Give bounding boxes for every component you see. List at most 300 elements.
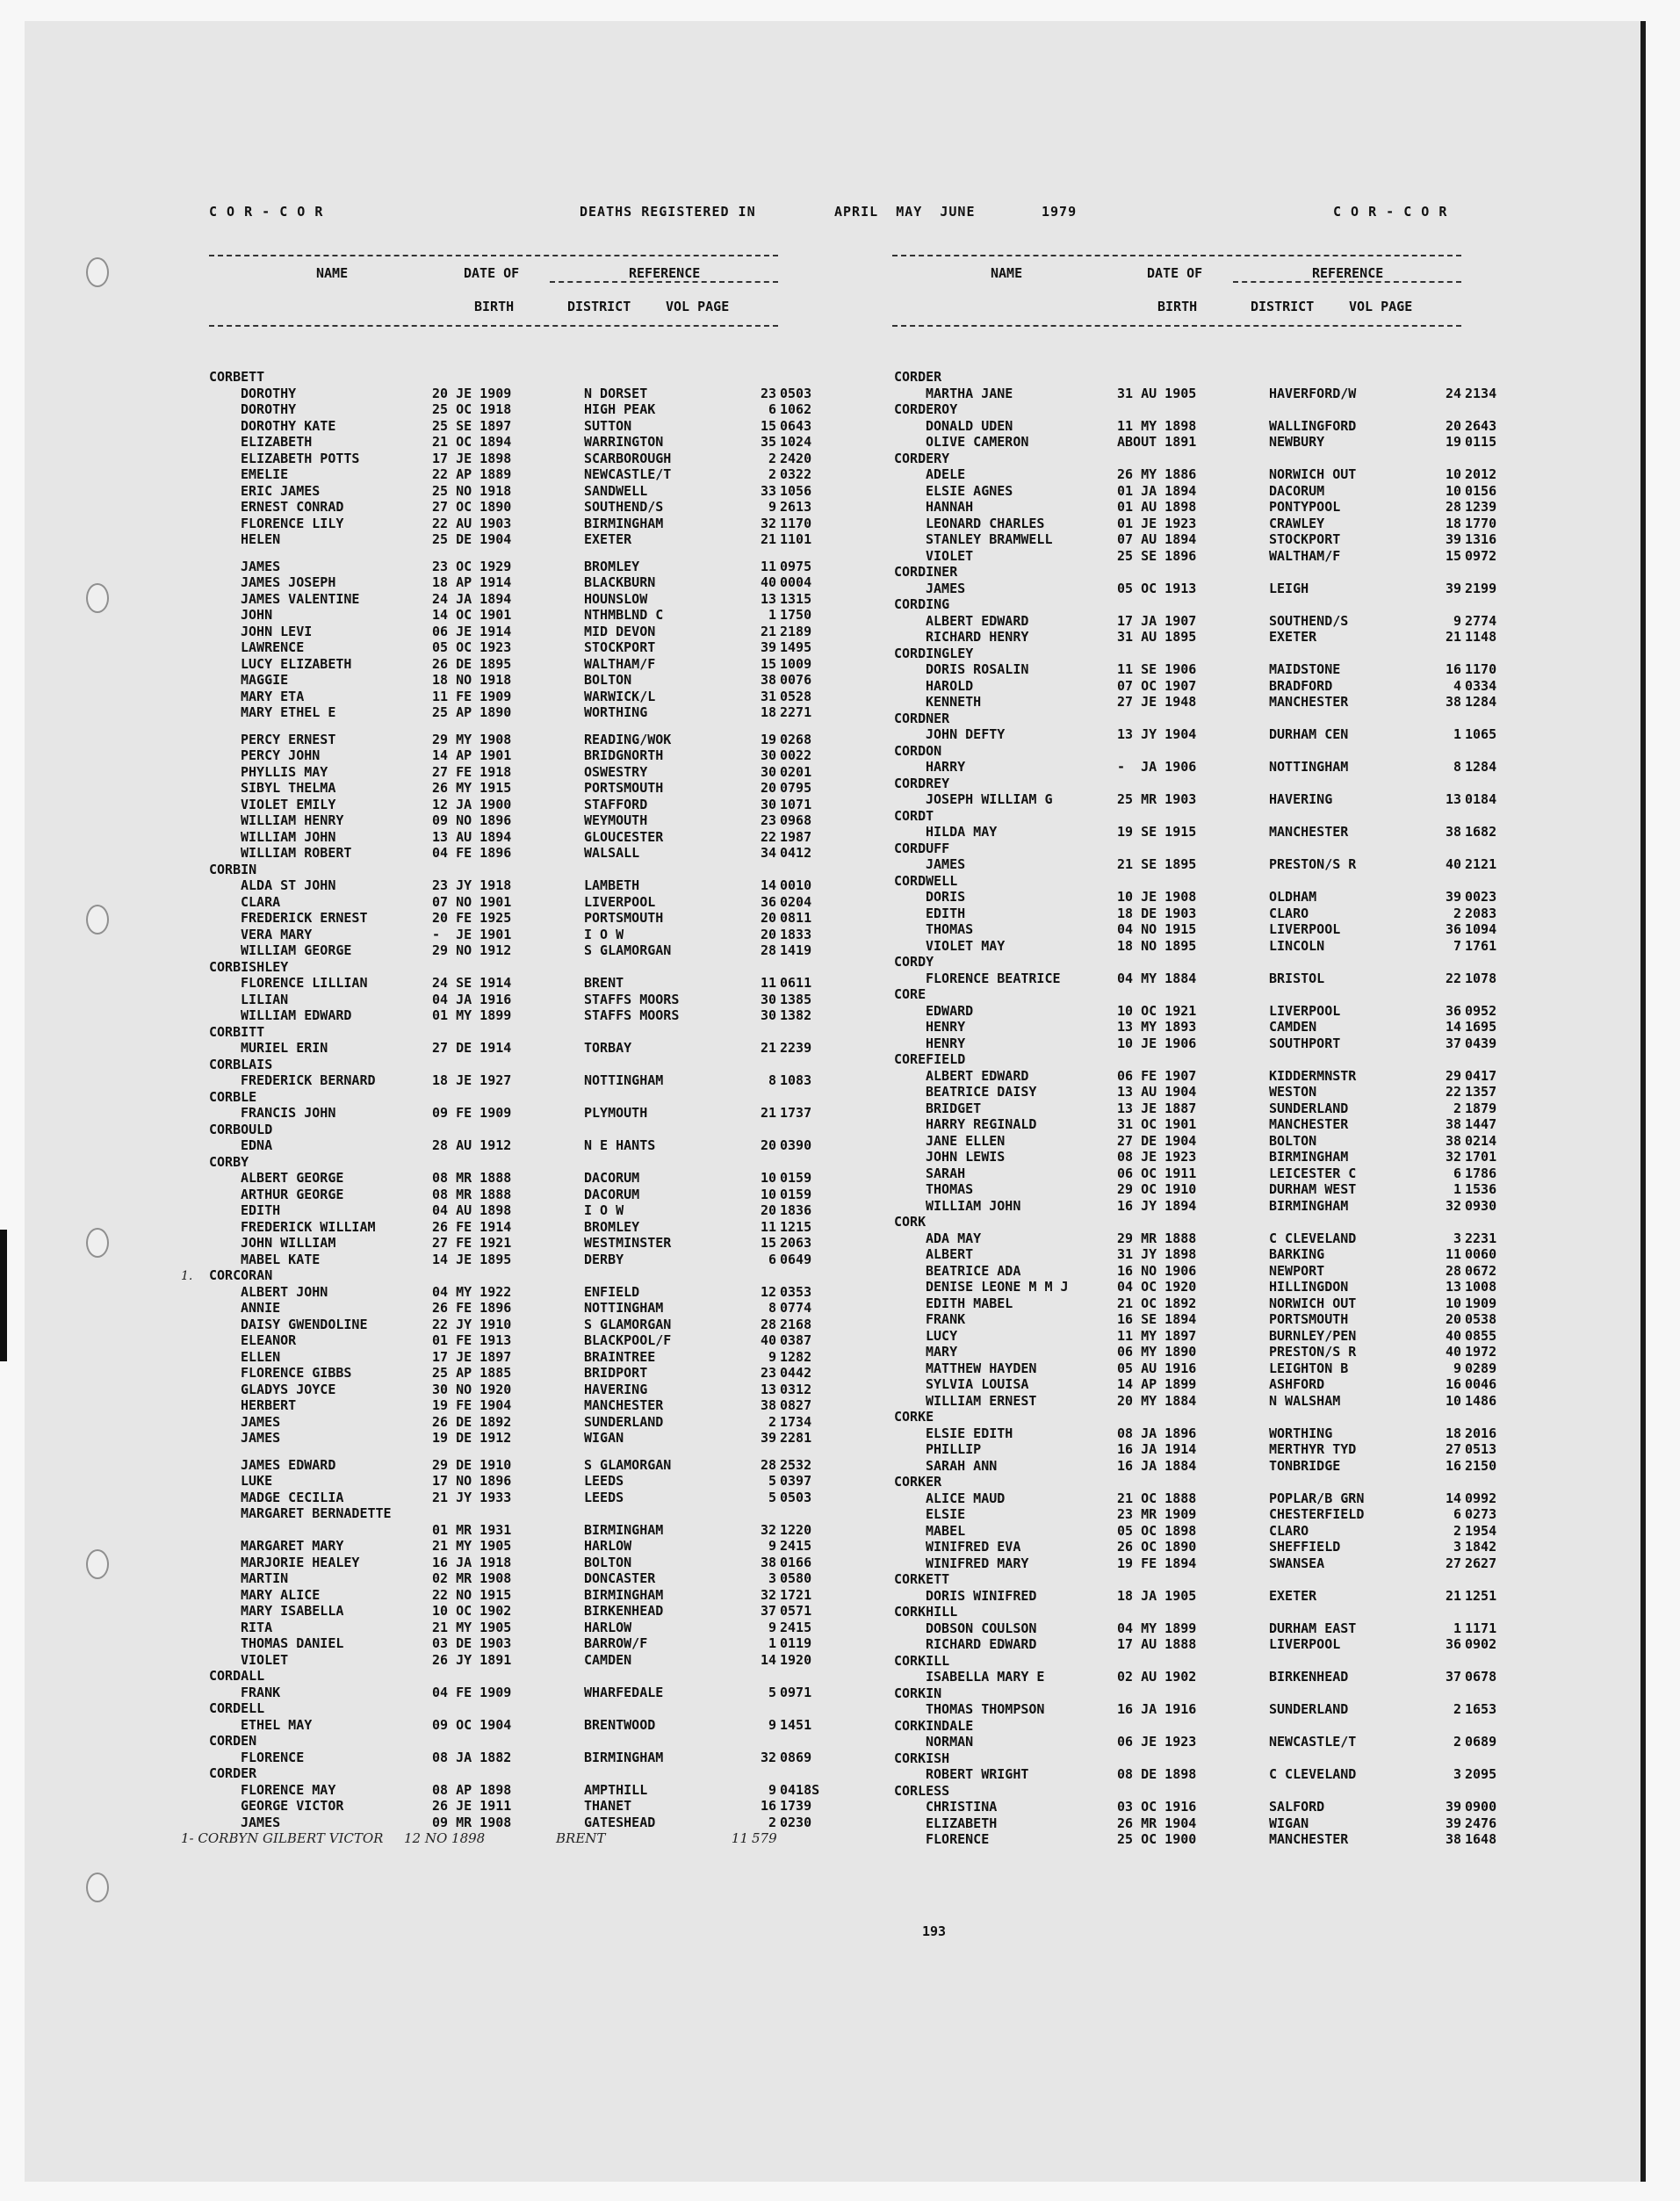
volume-number: 35 xyxy=(760,434,776,450)
date-of-birth: 26 DE 1895 xyxy=(432,655,512,672)
forenames: HAROLD xyxy=(926,677,974,694)
registration-district: MID DEVON xyxy=(584,623,656,639)
entry-row xyxy=(209,483,824,500)
registration-district: C CLEVELAND xyxy=(1269,1230,1357,1246)
forenames: PHYLLIS MAY xyxy=(241,763,328,780)
date-of-birth: 23 MR 1909 xyxy=(1117,1506,1197,1522)
entry-row xyxy=(209,894,824,911)
date-of-birth: 10 OC 1902 xyxy=(432,1603,512,1619)
forenames: LILIAN xyxy=(241,991,289,1007)
registration-district: N DORSET xyxy=(584,385,648,401)
date-of-birth: 09 OC 1904 xyxy=(432,1716,512,1733)
registration-district: DONCASTER xyxy=(584,1570,656,1586)
volume-number: 36 xyxy=(1445,1002,1461,1019)
page-number-ref: 0004 xyxy=(780,574,812,590)
page-number-ref: 0289 xyxy=(1465,1360,1497,1376)
forenames: PERCY ERNEST xyxy=(241,731,336,747)
surname-heading-row xyxy=(894,369,1509,386)
date-of-birth: 04 MY 1922 xyxy=(432,1283,512,1300)
date-of-birth: 08 DE 1898 xyxy=(1117,1766,1197,1782)
volume-number: 39 xyxy=(1445,1799,1461,1815)
index-range-left: C O R - C O R xyxy=(209,204,324,220)
entry-row xyxy=(209,877,824,894)
surname: CORDNER xyxy=(894,710,950,726)
entry-row xyxy=(209,639,824,656)
entry-row xyxy=(894,791,1509,808)
date-of-birth: 12 NO 1898 xyxy=(404,1830,486,1846)
volume-number: 32 xyxy=(1445,1149,1461,1165)
entry-row xyxy=(894,1523,1509,1540)
registration-district: WARRINGTON xyxy=(584,434,664,450)
page-number-ref: 1078 xyxy=(1465,970,1497,986)
registration-district: LEIGHTON B xyxy=(1269,1360,1349,1376)
registration-district: DURHAM WEST xyxy=(1269,1181,1357,1197)
date-of-birth: 21 SE 1895 xyxy=(1117,856,1197,872)
entry-row xyxy=(209,747,824,764)
surname: CORDT xyxy=(894,807,934,824)
registration-district: WALTHAM/F xyxy=(1269,547,1341,564)
forenames: MARY xyxy=(926,1344,958,1360)
page-number-ref: 1648 xyxy=(1465,1831,1497,1847)
forenames: FREDERICK WILLIAM xyxy=(241,1218,376,1235)
registration-district: WIGAN xyxy=(584,1430,624,1446)
forenames: THOMAS xyxy=(926,921,974,937)
entry-row xyxy=(894,629,1509,646)
date-of-birth: 19 FE 1894 xyxy=(1117,1555,1197,1571)
page-number-ref: 0156 xyxy=(1465,482,1497,499)
page-number-ref: 1695 xyxy=(1465,1019,1497,1035)
registration-district: BRAINTREE xyxy=(584,1348,656,1365)
page-number-ref: 2281 xyxy=(780,1430,812,1446)
page-number-ref: 0023 xyxy=(1465,889,1497,905)
registration-district: NEWCASTLE/T xyxy=(1269,1734,1357,1750)
entry-row xyxy=(894,1458,1509,1475)
volume-number: 40 xyxy=(760,574,776,590)
page-number-ref: 1008 xyxy=(1465,1279,1497,1295)
entry-row xyxy=(209,1382,824,1398)
surname-heading-row xyxy=(209,1668,824,1685)
registration-district: SUTTON xyxy=(584,417,632,434)
volume-number: 38 xyxy=(1445,1831,1461,1847)
date-of-birth: 26 MR 1904 xyxy=(1117,1815,1197,1831)
forenames: ELIZABETH xyxy=(241,434,313,450)
entry-row xyxy=(209,1202,824,1219)
page-number-ref: 0397 xyxy=(780,1473,812,1489)
surname-heading-row xyxy=(894,743,1509,760)
entry-row xyxy=(209,1717,824,1734)
entry-row xyxy=(209,910,824,927)
volume-number: 38 xyxy=(760,672,776,688)
date-of-birth: 26 OC 1890 xyxy=(1117,1539,1197,1555)
volume-number: 2 xyxy=(768,450,776,466)
forenames: LUCY xyxy=(926,1327,958,1344)
volume-number: 20 xyxy=(1445,1311,1461,1327)
page-number: 193 xyxy=(922,1923,947,1939)
page-number-ref: 1239 xyxy=(1465,499,1497,515)
forenames: DENISE LEONE M M J xyxy=(926,1279,1069,1295)
surname: CORDINGLEY xyxy=(894,645,974,661)
registration-district: BIRMINGHAM xyxy=(1269,1149,1349,1165)
entry-row xyxy=(894,1360,1509,1377)
registration-district: SANDWELL xyxy=(584,482,648,499)
surname: CORE xyxy=(894,986,927,1002)
surname-heading-row xyxy=(894,401,1509,418)
forenames: DORIS xyxy=(926,889,966,905)
forenames: JOHN DEFTY xyxy=(926,726,1006,742)
date-of-birth: 08 JA 1896 xyxy=(1117,1425,1197,1441)
forenames: ADA MAY xyxy=(926,1230,982,1246)
page-number-ref: 2532 xyxy=(780,1456,812,1473)
registration-district: BROMLEY xyxy=(584,1218,640,1235)
entry-row xyxy=(209,1522,824,1539)
volume-number: 31 xyxy=(760,688,776,704)
forenames: MABEL KATE xyxy=(241,1251,321,1267)
volume-number: 39 xyxy=(1445,531,1461,547)
forenames: FLORENCE MAY xyxy=(241,1781,336,1798)
forenames: WILLIAM GEORGE xyxy=(241,942,352,958)
registration-district: BOLTON xyxy=(584,672,632,688)
forenames: JAMES JOSEPH xyxy=(241,574,336,590)
date-of-birth: 03 DE 1903 xyxy=(432,1635,512,1651)
entry-row xyxy=(894,1555,1509,1572)
registration-district: DACORUM xyxy=(584,1170,640,1186)
entry-row xyxy=(209,401,824,418)
forenames: VIOLET EMILY xyxy=(241,796,336,812)
forenames: LUKE xyxy=(241,1473,273,1489)
registration-district: HOUNSLOW xyxy=(584,590,648,607)
surname-heading-row xyxy=(894,711,1509,727)
registration-district: BIRMINGHAM xyxy=(584,515,664,531)
page-number-ref: 2095 xyxy=(1465,1766,1497,1782)
volume-number: 6 xyxy=(768,1251,776,1267)
date-of-birth: 05 OC 1898 xyxy=(1117,1522,1197,1539)
forenames: MURIEL ERIN xyxy=(241,1040,328,1056)
entry-row xyxy=(209,1332,824,1349)
forenames: VIOLET xyxy=(926,547,974,564)
date-of-birth: 01 AU 1898 xyxy=(1117,499,1197,515)
entry-row xyxy=(894,1376,1509,1393)
volume-number: 11 xyxy=(760,1218,776,1235)
page-number-ref: 1215 xyxy=(780,1218,812,1235)
page-number-ref: 0159 xyxy=(780,1170,812,1186)
entry-row xyxy=(894,1425,1509,1442)
volume-number: 3 xyxy=(1453,1766,1461,1782)
surname: CORBETT xyxy=(209,369,265,385)
registration-district: HILLINGDON xyxy=(1269,1279,1349,1295)
name-heading: NAME xyxy=(991,265,1023,281)
date-of-birth: 21 JY 1933 xyxy=(432,1489,512,1505)
registration-district: PONTYPOOL xyxy=(1269,499,1341,515)
forenames: JOHN WILLIAM xyxy=(241,1235,336,1251)
date-of-birth: 17 AU 1888 xyxy=(1117,1636,1197,1652)
page-number-ref: 1770 xyxy=(1465,515,1497,531)
page-number-ref: 1170 xyxy=(780,515,812,531)
forenames: MARY ISABELLA xyxy=(241,1603,344,1619)
entry-row xyxy=(209,591,824,608)
page-number-ref: 1094 xyxy=(1465,921,1497,937)
page-number-ref: 0503 xyxy=(780,385,812,401)
entry-row xyxy=(209,1284,824,1301)
date-of-birth: 17 JA 1907 xyxy=(1117,612,1197,629)
punch-hole xyxy=(86,1549,109,1579)
entry-row xyxy=(209,451,824,467)
forenames: DONALD UDEN xyxy=(926,417,1013,434)
date-of-heading: DATE OF xyxy=(1147,265,1203,281)
column-header-right xyxy=(892,255,1461,337)
page-number-ref: 1836 xyxy=(780,1202,812,1218)
volume-number: 15 xyxy=(760,655,776,672)
forenames: JANE ELLEN xyxy=(926,1132,1006,1149)
page-number-ref: 1009 xyxy=(780,655,812,672)
registration-district: CLARO xyxy=(1269,905,1309,921)
volume-number: 32 xyxy=(760,515,776,531)
registration-district: READING/WOK xyxy=(584,731,672,747)
date-of-birth: 11 MY 1897 xyxy=(1117,1327,1197,1344)
entry-row xyxy=(894,1019,1509,1036)
entry-row xyxy=(209,845,824,862)
volume-number: 36 xyxy=(1445,921,1461,937)
page-number-ref: 1382 xyxy=(780,1007,812,1023)
date-of-birth: 21 OC 1894 xyxy=(432,434,512,450)
date-of-birth: 04 NO 1915 xyxy=(1117,921,1197,937)
page-number-ref: 0689 xyxy=(1465,1734,1497,1750)
forenames: EDITH MABEL xyxy=(926,1295,1013,1311)
date-of-birth: 31 AU 1905 xyxy=(1117,385,1197,401)
registration-district: HAVERFORD/W xyxy=(1269,385,1357,401)
date-of-birth: 09 MR 1908 xyxy=(432,1814,512,1830)
registration-district: AMPTHILL xyxy=(584,1781,648,1798)
date-of-birth: 14 AP 1901 xyxy=(432,747,512,763)
volume-number: 40 xyxy=(1445,1327,1461,1344)
forenames: WILLIAM ROBERT xyxy=(241,845,352,861)
page-number-ref: 1701 xyxy=(1465,1149,1497,1165)
date-of-birth: 16 JA 1916 xyxy=(1117,1701,1197,1717)
entry-row xyxy=(209,797,824,813)
date-of-birth: 18 NO 1918 xyxy=(432,672,512,688)
forenames: ALBERT xyxy=(926,1246,974,1262)
forenames: SARAH xyxy=(926,1165,966,1181)
page-number-ref: 1451 xyxy=(780,1716,812,1733)
entry-row xyxy=(209,1349,824,1366)
page-number-ref: 1071 xyxy=(780,796,812,812)
surname-heading-row xyxy=(209,1122,824,1138)
volume-number: 9 xyxy=(768,1781,776,1798)
date-of-birth: 08 MR 1888 xyxy=(432,1186,512,1202)
entry-row xyxy=(894,824,1509,841)
registration-district: NEWPORT xyxy=(1269,1262,1325,1279)
forenames: ROBERT WRIGHT xyxy=(926,1766,1029,1782)
date-of-birth: - JA 1906 xyxy=(1117,759,1197,775)
registration-district: PRESTON/S R xyxy=(1269,1344,1357,1360)
page-number-ref: 0322 xyxy=(780,466,812,482)
date-of-birth: 21 OC 1888 xyxy=(1117,1490,1197,1506)
page-number-ref: 0159 xyxy=(780,1186,812,1202)
date-of-birth: 04 AU 1898 xyxy=(432,1202,512,1218)
register-title: DEATHS REGISTERED IN xyxy=(580,204,756,220)
date-of-birth: 10 JE 1906 xyxy=(1117,1035,1197,1051)
page-number-ref: 2016 xyxy=(1465,1425,1497,1441)
forenames: WILLIAM JOHN xyxy=(926,1197,1021,1214)
volume-number: 38 xyxy=(1445,1116,1461,1132)
forenames: FLORENCE LILY xyxy=(241,515,344,531)
date-of-birth: 02 AU 1902 xyxy=(1117,1669,1197,1685)
surname-heading-row xyxy=(209,369,824,386)
volume-number: 28 xyxy=(760,1316,776,1332)
volume-number: 15 xyxy=(1445,547,1461,564)
date-of-birth: 24 JA 1894 xyxy=(432,590,512,607)
entry-row xyxy=(894,1068,1509,1085)
volume-number: 5 xyxy=(768,1489,776,1505)
page-number-ref: 2231 xyxy=(1465,1230,1497,1246)
volume-number: 1 xyxy=(768,607,776,623)
surname-heading-row xyxy=(894,1718,1509,1735)
volume-number: 13 xyxy=(760,1381,776,1397)
page-number-ref: 2063 xyxy=(780,1235,812,1251)
registration-district: OSWESTRY xyxy=(584,763,648,780)
entry-row xyxy=(894,1181,1509,1198)
volume-number: 16 xyxy=(1445,1376,1461,1392)
date-of-birth: 04 FE 1896 xyxy=(432,845,512,861)
surname-heading-row xyxy=(209,1700,824,1717)
volume-number: 2 xyxy=(1453,905,1461,921)
page-number-ref: 1486 xyxy=(1465,1392,1497,1409)
registration-district: S GLAMORGAN xyxy=(584,1316,672,1332)
date-of-birth: 19 FE 1904 xyxy=(432,1397,512,1413)
forenames: RICHARD EDWARD xyxy=(926,1636,1037,1652)
volume-number: 7 xyxy=(1453,937,1461,954)
date-of-birth: 19 SE 1915 xyxy=(1117,824,1197,840)
entry-row xyxy=(894,1799,1509,1815)
volume-number: 9 xyxy=(768,499,776,515)
forenames: ARTHUR GEORGE xyxy=(241,1186,344,1202)
registration-district: BRENT xyxy=(584,975,624,991)
entry-row xyxy=(209,1040,824,1057)
surname: CORDON xyxy=(894,742,942,759)
page-number-ref: 1065 xyxy=(1465,726,1497,742)
registration-district: BRENTWOOD xyxy=(584,1716,656,1733)
registration-district: KIDDERMNSTR xyxy=(1269,1067,1357,1084)
registration-district: HIGH PEAK xyxy=(584,401,656,417)
volume-number: 2 xyxy=(768,1413,776,1430)
page-number-ref: 0900 xyxy=(1465,1799,1497,1815)
registration-district: BIRMINGHAM xyxy=(584,1521,664,1538)
date-of-birth: 29 DE 1910 xyxy=(432,1456,512,1473)
district-heading: DISTRICT xyxy=(567,299,631,314)
forenames: DORIS ROSALIN xyxy=(926,661,1029,677)
registration-district: HAVERING xyxy=(1269,791,1333,807)
entry-row xyxy=(209,1414,824,1431)
date-of-birth: 08 MR 1888 xyxy=(432,1170,512,1186)
forenames: WINIFRED EVA xyxy=(926,1539,1021,1555)
registration-district: C CLEVELAND xyxy=(1269,1766,1357,1782)
volume-number: 21 xyxy=(760,623,776,639)
surname: CORKE xyxy=(894,1409,934,1425)
surname-heading-row xyxy=(894,1571,1509,1588)
page-number-ref: 2627 xyxy=(1465,1555,1497,1571)
surname: CORKER xyxy=(894,1474,942,1490)
registration-district: SOUTHPORT xyxy=(1269,1035,1341,1051)
registration-district: I O W xyxy=(584,1202,624,1218)
name-heading: NAME xyxy=(316,265,349,281)
volume-number: 22 xyxy=(760,828,776,845)
registration-district: HARLOW xyxy=(584,1538,632,1554)
date-of-birth: 22 AP 1889 xyxy=(432,466,512,482)
registration-district: PRESTON/S R xyxy=(1269,856,1357,872)
forenames: ALBERT JOHN xyxy=(241,1283,328,1300)
page-number-ref: 2476 xyxy=(1465,1815,1497,1831)
forenames: ELSIE AGNES xyxy=(926,482,1013,499)
date-of-birth: 25 SE 1897 xyxy=(432,417,512,434)
register-months: APRIL MAY JUNE xyxy=(834,204,976,220)
forenames: ALBERT EDWARD xyxy=(926,612,1029,629)
volume-number: 39 xyxy=(760,639,776,655)
date-of-birth: 20 FE 1925 xyxy=(432,910,512,926)
entry-row xyxy=(894,889,1509,906)
entry-row xyxy=(209,780,824,797)
date-of-birth: 16 JA 1918 xyxy=(432,1554,512,1570)
entry-row xyxy=(209,975,824,992)
date-of-birth: 27 FE 1918 xyxy=(432,763,512,780)
page-number-ref: 0869 xyxy=(780,1749,812,1765)
reference-heading: REFERENCE xyxy=(1312,265,1384,281)
page-number-ref: 0528 xyxy=(780,688,812,704)
date-of-birth: 09 FE 1909 xyxy=(432,1105,512,1121)
volume-number: 39 xyxy=(1445,1815,1461,1831)
forenames: JOHN xyxy=(241,607,273,623)
surname-heading-row xyxy=(894,776,1509,792)
punch-hole xyxy=(86,905,109,935)
forenames: JAMES xyxy=(241,1430,281,1446)
page-number-ref: 1083 xyxy=(780,1072,812,1088)
register-year: 1979 xyxy=(1042,204,1078,220)
registration-district: WALSALL xyxy=(584,845,640,861)
entry-row xyxy=(209,732,824,748)
surname-heading-row xyxy=(209,1733,824,1750)
page-number-ref: 1721 xyxy=(780,1586,812,1603)
date-of-birth: 04 OC 1920 xyxy=(1117,1279,1197,1295)
forenames: WILLIAM EDWARD xyxy=(241,1007,352,1023)
registration-district: OLDHAM xyxy=(1269,889,1317,905)
date-of-birth: 13 JY 1904 xyxy=(1117,726,1197,742)
registration-district: WHARFEDALE xyxy=(584,1684,664,1700)
surname: CORDER xyxy=(209,1765,257,1781)
volume-number: 11 xyxy=(731,1830,748,1846)
surname-heading-row xyxy=(181,1830,824,1847)
surname-heading-row xyxy=(894,1750,1509,1767)
entry-row xyxy=(894,1636,1509,1653)
date-of-birth: 23 JY 1918 xyxy=(432,877,512,893)
page-number-ref: 0643 xyxy=(780,417,812,434)
registration-district: TONBRIDGE xyxy=(1269,1457,1341,1474)
page-number-ref: 0902 xyxy=(1465,1636,1497,1652)
registration-district: LAMBETH xyxy=(584,877,640,893)
forenames: FLORENCE xyxy=(926,1831,990,1847)
entry-row xyxy=(209,1235,824,1252)
date-of-birth: 25 DE 1904 xyxy=(432,531,512,547)
volume-number: 22 xyxy=(1445,970,1461,986)
forenames: DOROTHY KATE xyxy=(241,417,336,434)
date-of-birth: 11 SE 1906 xyxy=(1117,661,1197,677)
registration-district: LIVERPOOL xyxy=(1269,1636,1341,1652)
registration-district: DACORUM xyxy=(1269,482,1325,499)
forenames: EDWARD xyxy=(926,1002,974,1019)
volume-number: 28 xyxy=(1445,1262,1461,1279)
registration-district: NEWBURY xyxy=(1269,434,1325,450)
volume-number: 3 xyxy=(1453,1230,1461,1246)
registration-district: DURHAM EAST xyxy=(1269,1620,1357,1636)
forenames: ERIC JAMES xyxy=(241,482,321,499)
date-of-birth: 27 JE 1948 xyxy=(1117,694,1197,710)
